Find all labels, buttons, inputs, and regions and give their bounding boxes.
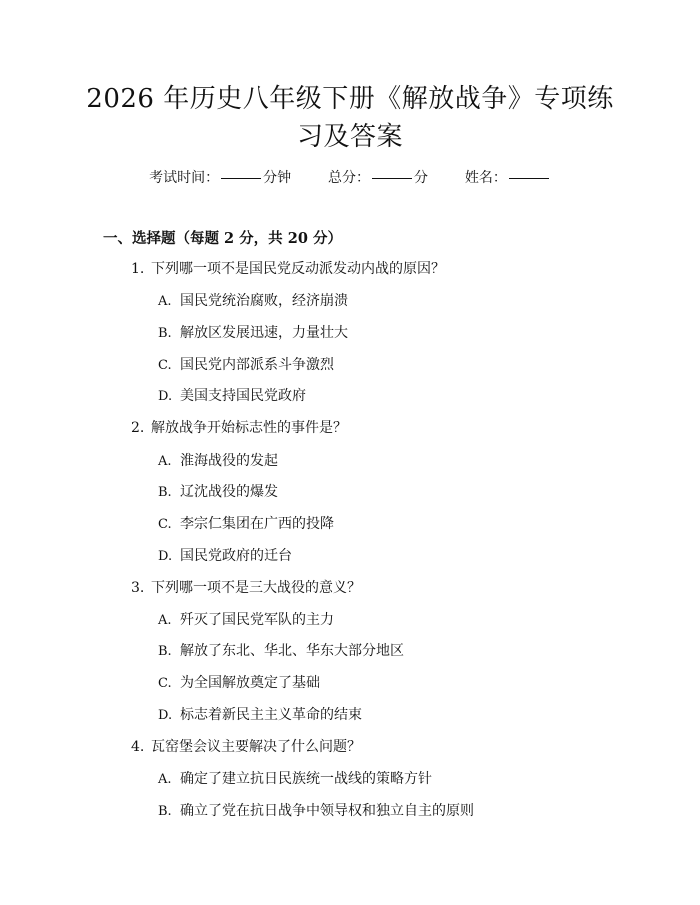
- option-text: 标志着新民主主义革命的结束: [180, 707, 362, 723]
- option-text: 美国支持国民党政府: [180, 388, 306, 404]
- page-title-line-2: 习及答案: [296, 122, 403, 152]
- question-number: 3.: [131, 580, 145, 596]
- option-letter: B.: [158, 326, 172, 341]
- option-letter: A.: [158, 772, 172, 787]
- total-score-field: [328, 168, 428, 188]
- option-text: 国民党内部派系斗争激烈: [180, 357, 334, 373]
- option-letter: A.: [158, 454, 172, 469]
- question-number: 2.: [131, 420, 145, 436]
- option-letter: B.: [158, 644, 172, 659]
- question-1: [131, 259, 445, 279]
- question-2: [131, 418, 347, 438]
- option-text: 确立了党在抗日战争中领导权和独立自主的原则: [180, 803, 474, 819]
- question-1-option-a: [158, 291, 348, 312]
- option-text: 确定了建立抗日民族统一战线的策略方针: [180, 771, 432, 787]
- total-score-unit: 分: [414, 170, 428, 186]
- option-letter: C.: [158, 358, 172, 373]
- question-1-option-c: [158, 355, 334, 376]
- question-2-option-a: [158, 451, 278, 472]
- question-1-option-d: [158, 386, 306, 407]
- option-text: 李宗仁集团在广西的投降: [180, 516, 334, 532]
- option-letter: C.: [158, 517, 172, 532]
- question-4: [131, 737, 361, 757]
- option-text: 解放区发展迅速，力量壮大: [180, 325, 348, 341]
- question-2-option-b: [158, 482, 278, 503]
- student-name-blank: [509, 178, 549, 179]
- exam-info-line: [0, 168, 700, 188]
- exam-time-field: [149, 168, 291, 188]
- question-3: [131, 578, 361, 598]
- option-text: 国民党政府的迁台: [180, 548, 292, 564]
- option-letter: C.: [158, 676, 172, 691]
- question-3-option-b: [158, 641, 404, 662]
- question-3-option-d: [158, 705, 362, 726]
- student-name-field: [465, 168, 551, 188]
- total-score-blank: [372, 178, 412, 179]
- question-number: 4.: [131, 739, 145, 755]
- question-text: 下列哪一项不是三大战役的意义？: [151, 580, 361, 596]
- exam-time-label: 考试时间：: [149, 170, 220, 186]
- section-heading: 一、选择题（每题 2 分，共 20 分）: [103, 230, 342, 247]
- question-2-option-d: [158, 546, 292, 567]
- option-text: 解放了东北、华北、华东大部分地区: [180, 643, 404, 659]
- option-text: 辽沈战役的爆发: [180, 484, 278, 500]
- student-name-label: 姓名：: [464, 170, 507, 186]
- option-letter: A.: [158, 613, 172, 628]
- question-number: 1.: [131, 261, 145, 277]
- question-4-option-b: [158, 801, 474, 822]
- question-3-option-c: [158, 673, 320, 694]
- question-text: 解放战争开始标志性的事件是？: [151, 420, 347, 436]
- option-letter: D.: [158, 708, 173, 723]
- question-1-option-b: [158, 323, 348, 344]
- option-text: 国民党统治腐败，经济崩溃: [180, 293, 348, 309]
- question-4-option-a: [158, 769, 432, 790]
- option-letter: B.: [158, 804, 172, 819]
- question-text: 瓦窑堡会议主要解决了什么问题？: [151, 739, 361, 755]
- question-2-option-c: [158, 514, 334, 535]
- exam-time-unit: 分钟: [263, 170, 292, 186]
- option-text: 为全国解放奠定了基础: [180, 675, 320, 691]
- question-3-option-a: [158, 610, 334, 631]
- option-letter: A.: [158, 294, 172, 309]
- page-title-line-1: 2026 年历史八年级下册《解放战争》专项练: [86, 84, 614, 114]
- option-letter: D.: [158, 389, 173, 404]
- question-text: 下列哪一项不是国民党反动派发动内战的原因？: [151, 261, 445, 277]
- total-score-label: 总分：: [328, 170, 370, 186]
- option-text: 歼灭了国民党军队的主力: [180, 612, 334, 628]
- exam-time-blank: [221, 178, 261, 179]
- option-letter: D.: [158, 549, 173, 564]
- option-letter: B.: [158, 485, 172, 500]
- option-text: 淮海战役的发起: [180, 453, 278, 469]
